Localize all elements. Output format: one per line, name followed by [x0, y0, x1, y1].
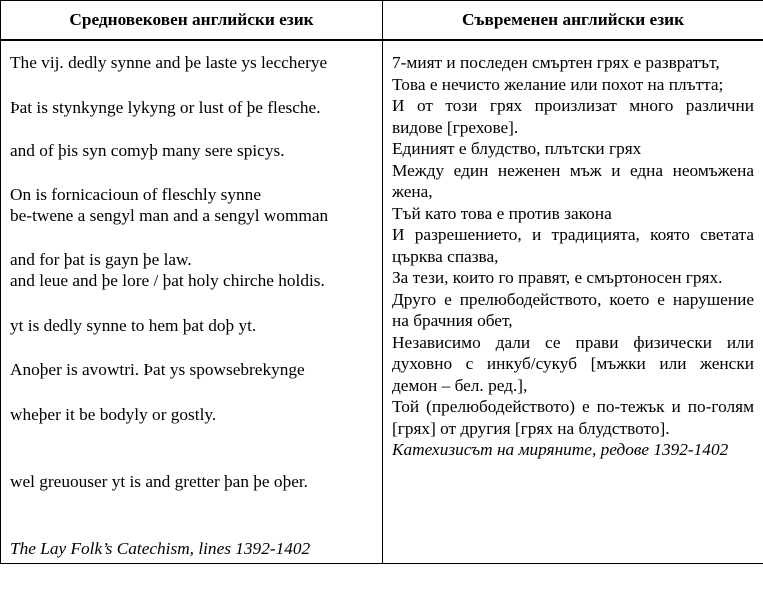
me-line-4: On is fornicacioun of fleschly synne: [10, 184, 261, 204]
me-line-8: yt is dedly synne to hem þat doþ yt.: [10, 315, 257, 335]
me-line-10: wheþer it be bodyly or gostly.: [10, 404, 217, 424]
me-line-3: and of þis syn comyþ many sere spicys.: [10, 141, 285, 160]
modern-line-6: Тъй като това е против закона: [392, 203, 612, 223]
header-middle-english: Средновековен английски език: [1, 1, 383, 41]
middle-english-column: [1, 40, 383, 564]
header-modern-english: Съвременен английски език: [383, 1, 763, 41]
modern-line-11: Той (прелюбодейството) е по-тежък и по-голям [грях] от другия [грях на блудството].: [392, 397, 754, 438]
me-line-1: The vij. dedly synne and þe laste ys leccherye: [10, 53, 328, 72]
modern-line-4: Единият е блудство, плътски грях: [392, 139, 642, 158]
modern-line-8: За тези, които го правят, е смъртоносен грях.: [392, 268, 723, 287]
modern-line-2: Това е нечисто желание или похот на плътта;: [392, 74, 724, 94]
me-line-11: wel greuouser yt is and gretter þan þe oþer.: [10, 472, 308, 491]
me-line-2: Þat is stynkynge lykyng or lust of þe flesche.: [10, 97, 321, 117]
modern-line-7: И разрешението, и традицията, която светата църква спазва,: [392, 225, 754, 266]
modern-line-9: Друго е прелюбодейството, което е нарушение на брачния обет,: [392, 289, 754, 330]
source-citation-middle-english: The Lay Folk’s Catechism, lines 1392-1402: [10, 538, 311, 558]
table-body-row: [1, 40, 763, 564]
me-line-7: and leue and þe lore / þat holy chirche holdis.: [10, 271, 325, 290]
modern-line-5: Между един неженен мъж и една неомъжена жена,: [392, 160, 754, 201]
modern-line-3: И от този грях произлизат много различни видове [грехове].: [392, 96, 754, 137]
me-line-5: be-twene a sengyl man and a sengyl womman: [10, 206, 329, 225]
table-header-row: [1, 1, 763, 41]
me-line-9: Anoþer is avowtri. Þat ys spowsebrekynge: [10, 360, 305, 379]
modern-line-1: 7-мият и последен смъртен грях е развратът,: [392, 53, 720, 72]
source-citation-modern: Катехизисът на миряните, редове 1392-1402: [392, 440, 729, 459]
modern-translation-column: [383, 40, 763, 564]
me-line-6: and for þat is gayn þe law.: [10, 249, 192, 269]
modern-line-10: Независимо дали се прави физически или духовно с инкуб/сукуб [мъжки или женски демон – бел. ред.],: [392, 332, 754, 395]
